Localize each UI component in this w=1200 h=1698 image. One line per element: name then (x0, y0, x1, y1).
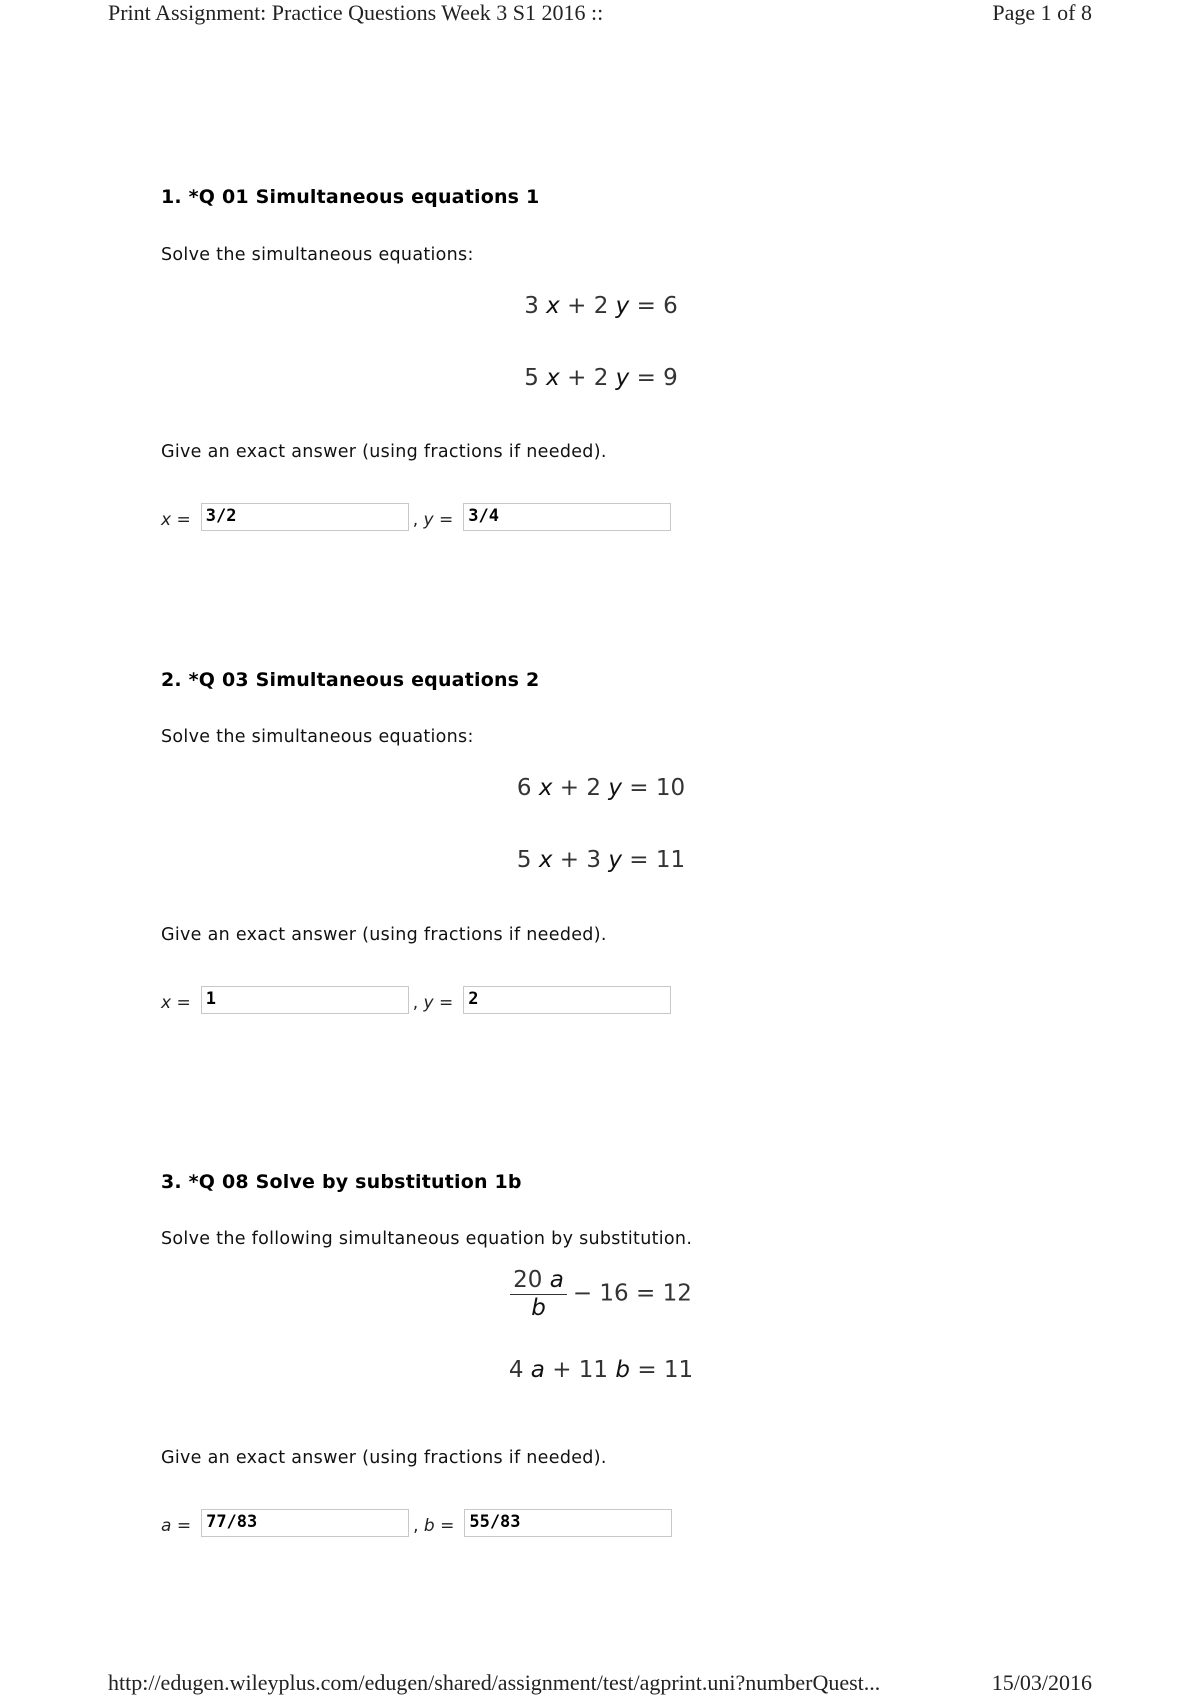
print-header (108, 0, 1092, 26)
question-instruction: Give an exact answer (using fractions if needed). (161, 1448, 607, 1468)
answer-label-b: , b = (413, 1516, 455, 1536)
answer-input-b[interactable]: 55/83 (464, 1509, 672, 1537)
answer-row (161, 503, 671, 531)
answer-label-y: , y = (412, 510, 454, 530)
answer-label-x: x = (161, 993, 191, 1013)
question-title: 1. *Q 01 Simultaneous equations 1 (161, 186, 540, 208)
answer-label-a: a = (161, 1516, 192, 1536)
equation-1: 6 x + 2 y = 10 (516, 775, 686, 801)
question-instruction: Give an exact answer (using fractions if needed). (161, 925, 607, 945)
question-prompt: Solve the simultaneous equations: (161, 727, 474, 747)
fraction: $\frac{20 a}{b}$ (510, 1267, 567, 1321)
question-1 (161, 186, 1041, 530)
answer-row (161, 1509, 672, 1537)
equation-2: 5 x + 2 y = 9 (524, 365, 678, 391)
equation-1: $\frac{20 a}{b}$ − 16 = 12 (161, 1267, 1041, 1321)
answer-label-y: , y = (412, 993, 454, 1013)
print-footer (108, 1670, 1092, 1696)
answer-input-y[interactable]: 3/4 (463, 503, 671, 531)
page-indicator: Page 1 of 8 (992, 0, 1092, 25)
answer-label-x: x = (161, 510, 191, 530)
question-title: 2. *Q 03 Simultaneous equations 2 (161, 669, 540, 691)
answer-input-y[interactable]: 2 (463, 986, 671, 1014)
question-title: 3. *Q 08 Solve by substitution 1b (161, 1171, 522, 1193)
question-3 (161, 1171, 1041, 1536)
question-prompt: Solve the simultaneous equations: (161, 245, 474, 265)
answer-row (161, 986, 671, 1014)
equation-2: 4 a + 11 b = 11 (508, 1357, 694, 1383)
page-url: http://edugen.wileyplus.com/edugen/shared/assignment/test/agprint.uni?numberQuest... (108, 1670, 881, 1695)
print-header-title: Print Assignment: Practice Questions Week 3 S1 2016 :: (108, 0, 604, 25)
question-2 (161, 669, 1041, 1013)
equation-1: 3 x + 2 y = 6 (524, 293, 678, 319)
question-instruction: Give an exact answer (using fractions if needed). (161, 442, 607, 462)
answer-input-a[interactable]: 77/83 (201, 1509, 409, 1537)
equation-2: 5 x + 3 y = 11 (516, 847, 686, 873)
answer-input-x[interactable]: 1 (201, 986, 409, 1014)
question-prompt: Solve the following simultaneous equation by substitution. (161, 1229, 693, 1249)
print-date: 15/03/2016 (991, 1670, 1092, 1695)
answer-input-x[interactable]: 3/2 (201, 503, 409, 531)
